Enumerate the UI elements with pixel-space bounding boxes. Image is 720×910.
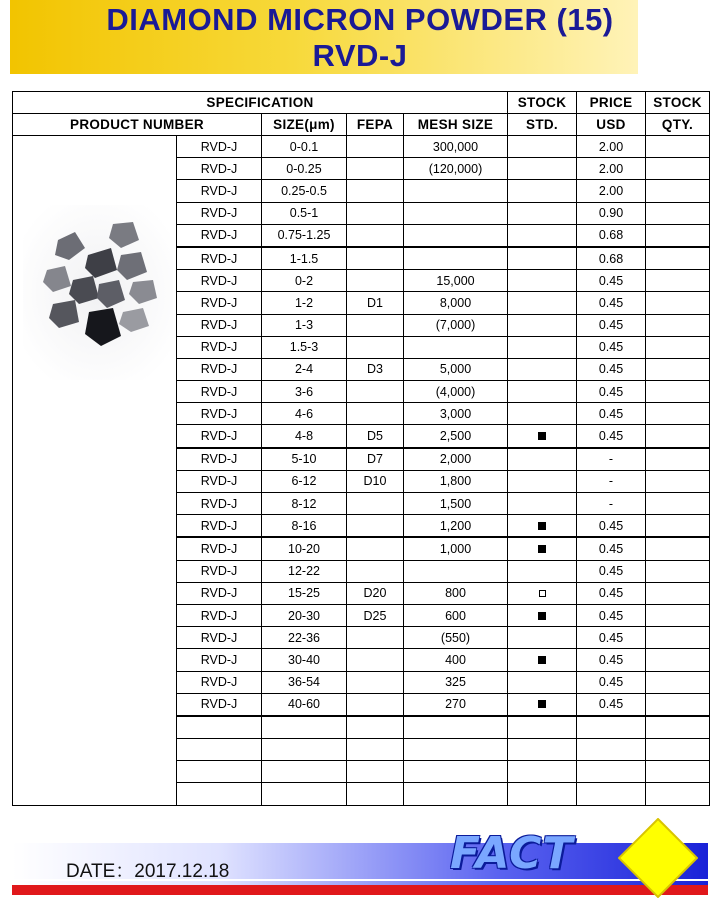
size-cell: 0-0.1 [262,136,347,158]
price-usd-cell: - [577,470,646,492]
mesh-size-cell: 400 [404,649,508,671]
product-number-cell: RVD-J [177,470,262,492]
stock-qty-cell [646,247,710,270]
stock-qty-cell [646,470,710,492]
price-usd-cell: 0.45 [577,693,646,716]
fact-logo: FACT [450,828,574,879]
stock-qty-cell [646,202,710,224]
fepa-cell [347,158,404,180]
filled-square-icon [538,545,546,553]
stock-qty-cell [646,716,710,739]
size-cell: 5-10 [262,448,347,471]
size-cell: 2-4 [262,358,347,380]
stock-qty-cell [646,448,710,471]
fepa-cell: D7 [347,448,404,471]
stock-std-cell [508,381,577,403]
size-cell: 0.5-1 [262,202,347,224]
price-usd-cell: 2.00 [577,180,646,202]
stock-qty-cell [646,493,710,515]
product-number-cell: RVD-J [177,247,262,270]
stock-qty-cell [646,649,710,671]
fepa-cell [347,560,404,582]
stock-std-cell [508,270,577,292]
stock-qty-cell [646,358,710,380]
price-usd-cell: 0.45 [577,358,646,380]
mesh-size-cell: 5,000 [404,358,508,380]
price-usd-cell: - [577,448,646,471]
stock-std-header-top: STOCK [508,92,577,114]
stock-qty-cell [646,314,710,336]
size-header: SIZE(μm) [262,114,347,136]
stock-qty-cell [646,671,710,693]
stock-qty-cell [646,425,710,448]
size-cell: 22-36 [262,627,347,649]
stock-std-cell [508,493,577,515]
size-cell: 0.75-1.25 [262,224,347,247]
price-usd-cell: 0.45 [577,314,646,336]
price-usd-cell: 0.45 [577,649,646,671]
fepa-cell [347,136,404,158]
fepa-cell [347,314,404,336]
stock-qty-cell [646,336,710,358]
size-cell: 36-54 [262,671,347,693]
fepa-cell [347,627,404,649]
price-usd-cell: 0.45 [577,582,646,604]
size-cell: 15-25 [262,582,347,604]
size-cell: 8-12 [262,493,347,515]
product-number-cell: RVD-J [177,515,262,538]
product-number-cell: RVD-J [177,604,262,626]
stock-std-cell [508,582,577,604]
stock-std-cell [508,560,577,582]
price-usd-cell [577,761,646,783]
empty-square-icon [539,590,546,597]
mesh-size-cell [404,716,508,739]
size-cell [262,761,347,783]
stock-std-cell [508,314,577,336]
size-cell [262,783,347,805]
stock-std-cell [508,783,577,805]
stock-std-cell [508,761,577,783]
mesh-size-cell [404,202,508,224]
size-cell: 0-0.25 [262,158,347,180]
fepa-cell: D25 [347,604,404,626]
title-line-1: DIAMOND MICRON POWDER (15) [106,2,614,37]
product-number-cell: RVD-J [177,582,262,604]
size-cell: 1-2 [262,292,347,314]
stock-std-cell [508,649,577,671]
mesh-size-cell: (7,000) [404,314,508,336]
size-cell: 10-20 [262,537,347,560]
stock-std-cell [508,158,577,180]
stock-std-cell [508,604,577,626]
size-cell: 12-22 [262,560,347,582]
product-number-cell: RVD-J [177,560,262,582]
product-number-cell [177,761,262,783]
stock-std-cell [508,470,577,492]
stock-std-cell [508,693,577,716]
fepa-cell [347,693,404,716]
stock-qty-cell [646,761,710,783]
price-usd-cell: 0.45 [577,671,646,693]
fepa-cell [347,671,404,693]
price-usd-cell: 0.68 [577,224,646,247]
stock-std-cell [508,515,577,538]
page-title [0,2,720,74]
stock-qty-cell [646,270,710,292]
mesh-size-cell: (120,000) [404,158,508,180]
price-usd-cell: 0.45 [577,403,646,425]
product-number-cell: RVD-J [177,381,262,403]
product-number-cell: RVD-J [177,358,262,380]
size-cell: 4-8 [262,425,347,448]
product-number-cell: RVD-J [177,693,262,716]
table-row [13,136,710,158]
product-number-cell: RVD-J [177,270,262,292]
stock-qty-cell [646,582,710,604]
fepa-cell [347,537,404,560]
product-number-cell: RVD-J [177,202,262,224]
size-cell: 20-30 [262,604,347,626]
product-number-cell: RVD-J [177,448,262,471]
fepa-cell [347,493,404,515]
price-usd-cell: 0.45 [577,425,646,448]
stock-std-cell [508,403,577,425]
mesh-size-cell [404,783,508,805]
fepa-header: FEPA [347,114,404,136]
stock-std-cell [508,136,577,158]
product-number-header: PRODUCT NUMBER [13,114,262,136]
stock-qty-cell [646,693,710,716]
stock-std-cell [508,247,577,270]
stock-qty-cell [646,560,710,582]
product-number-cell: RVD-J [177,493,262,515]
stock-std-cell [508,358,577,380]
price-usd-cell: 0.90 [577,202,646,224]
stock-qty-cell [646,515,710,538]
mesh-size-cell: 1,000 [404,537,508,560]
size-cell: 1.5-3 [262,336,347,358]
size-cell: 8-16 [262,515,347,538]
price-usd-cell: 0.45 [577,627,646,649]
mesh-size-cell [404,739,508,761]
price-usd-cell [577,716,646,739]
mesh-size-cell: (4,000) [404,381,508,403]
filled-square-icon [538,656,546,664]
fepa-cell [347,247,404,270]
stock-qty-header-top: STOCK [646,92,710,114]
fepa-cell [347,403,404,425]
product-number-cell: RVD-J [177,425,262,448]
header-row-2 [13,114,710,136]
mesh-size-cell: 2,500 [404,425,508,448]
fepa-cell [347,515,404,538]
stock-qty-cell [646,739,710,761]
stock-std-cell [508,292,577,314]
stock-std-cell [508,224,577,247]
size-cell: 6-12 [262,470,347,492]
product-number-cell: RVD-J [177,314,262,336]
product-number-cell: RVD-J [177,671,262,693]
stock-qty-cell [646,292,710,314]
price-usd-cell: 0.45 [577,515,646,538]
price-header-bottom: USD [577,114,646,136]
product-number-cell: RVD-J [177,336,262,358]
stock-std-cell [508,425,577,448]
stock-std-cell [508,537,577,560]
fepa-cell [347,739,404,761]
size-cell: 1-3 [262,314,347,336]
price-usd-cell: 0.68 [577,247,646,270]
diamond-logo-icon [618,818,698,898]
fepa-cell: D1 [347,292,404,314]
product-number-cell: RVD-J [177,180,262,202]
fepa-cell [347,270,404,292]
size-cell: 30-40 [262,649,347,671]
stock-std-cell [508,448,577,471]
mesh-size-cell [404,560,508,582]
fepa-cell: D5 [347,425,404,448]
stock-qty-cell [646,136,710,158]
stock-std-cell [508,627,577,649]
product-number-cell: RVD-J [177,224,262,247]
fepa-cell: D10 [347,470,404,492]
stock-qty-cell [646,158,710,180]
product-number-cell [177,783,262,805]
footer-red-band [12,885,708,895]
mesh-size-cell: 2,000 [404,448,508,471]
fepa-cell [347,716,404,739]
title-line-2: RVD-J [312,38,408,73]
stock-qty-cell [646,537,710,560]
stock-std-header-bottom: STD. [508,114,577,136]
mesh-size-cell [404,247,508,270]
fepa-cell [347,336,404,358]
product-number-cell: RVD-J [177,292,262,314]
price-usd-cell: 2.00 [577,136,646,158]
mesh-size-cell: 270 [404,693,508,716]
size-cell [262,739,347,761]
mesh-size-cell: 800 [404,582,508,604]
product-number-cell [177,716,262,739]
mesh-size-cell [404,180,508,202]
mesh-size-cell: 3,000 [404,403,508,425]
price-usd-cell: 0.45 [577,537,646,560]
stock-qty-header-bottom: QTY. [646,114,710,136]
mesh-size-header: MESH SIZE [404,114,508,136]
price-usd-cell: - [577,493,646,515]
mesh-size-cell: 1,500 [404,493,508,515]
mesh-size-cell: 600 [404,604,508,626]
mesh-size-cell: 325 [404,671,508,693]
stock-qty-cell [646,224,710,247]
fepa-cell: D3 [347,358,404,380]
size-cell [262,716,347,739]
price-header-top: PRICE [577,92,646,114]
spec-table [12,91,710,806]
size-cell: 0-2 [262,270,347,292]
filled-square-icon [538,612,546,620]
mesh-size-cell: (550) [404,627,508,649]
header-row-1 [13,92,710,114]
stock-std-cell [508,716,577,739]
size-cell: 0.25-0.5 [262,180,347,202]
product-number-cell: RVD-J [177,158,262,180]
price-usd-cell: 0.45 [577,270,646,292]
stock-qty-cell [646,180,710,202]
size-cell: 1-1.5 [262,247,347,270]
product-number-cell [177,739,262,761]
size-cell: 3-6 [262,381,347,403]
price-usd-cell: 0.45 [577,560,646,582]
stock-qty-cell [646,381,710,403]
mesh-size-cell [404,224,508,247]
product-number-cell: RVD-J [177,649,262,671]
stock-qty-cell [646,403,710,425]
fepa-cell [347,783,404,805]
stock-std-cell [508,180,577,202]
mesh-size-cell: 15,000 [404,270,508,292]
mesh-size-cell: 300,000 [404,136,508,158]
price-usd-cell: 0.45 [577,604,646,626]
fepa-cell [347,202,404,224]
fepa-cell [347,649,404,671]
mesh-size-cell [404,336,508,358]
size-cell: 40-60 [262,693,347,716]
mesh-size-cell: 1,200 [404,515,508,538]
mesh-size-cell: 8,000 [404,292,508,314]
filled-square-icon [538,432,546,440]
product-number-cell: RVD-J [177,627,262,649]
price-usd-cell: 0.45 [577,381,646,403]
price-usd-cell [577,739,646,761]
price-usd-cell: 0.45 [577,336,646,358]
price-usd-cell: 0.45 [577,292,646,314]
fepa-cell [347,224,404,247]
fepa-cell [347,761,404,783]
stock-qty-cell [646,627,710,649]
stock-std-cell [508,671,577,693]
diamond-powder-photo [13,200,176,385]
fepa-cell [347,381,404,403]
mesh-size-cell [404,761,508,783]
stock-qty-cell [646,783,710,805]
stock-std-cell [508,739,577,761]
product-image-cell [13,136,177,806]
product-number-cell: RVD-J [177,537,262,560]
mesh-size-cell: 1,800 [404,470,508,492]
price-usd-cell [577,783,646,805]
fepa-cell: D20 [347,582,404,604]
price-usd-cell: 2.00 [577,158,646,180]
product-number-cell: RVD-J [177,136,262,158]
specification-header: SPECIFICATION [13,92,508,114]
date-label: DATE：2017.12.18 [66,861,230,882]
stock-std-cell [508,336,577,358]
stock-qty-cell [646,604,710,626]
fepa-cell [347,180,404,202]
stock-std-cell [508,202,577,224]
filled-square-icon [538,700,546,708]
product-number-cell: RVD-J [177,403,262,425]
filled-square-icon [538,522,546,530]
size-cell: 4-6 [262,403,347,425]
